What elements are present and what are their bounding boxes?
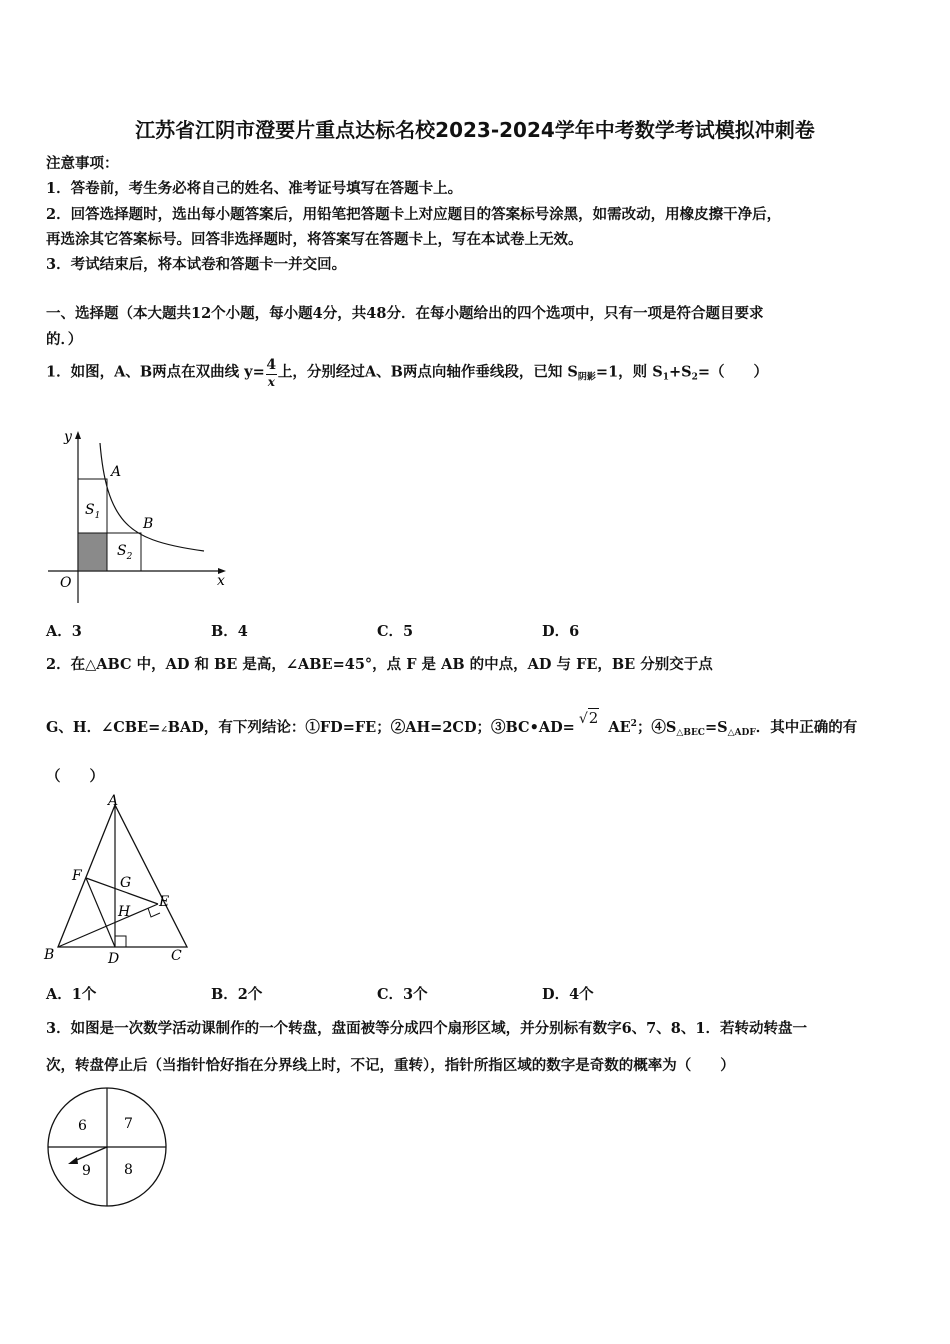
q1-label-x: x	[217, 573, 225, 589]
q1-label-s1	[85, 502, 100, 521]
q2-label-b: B	[44, 947, 55, 963]
q1-label-s2-s: S	[117, 543, 127, 559]
q1-mid2: =1，则 S	[595, 363, 663, 381]
q1-label-s1-sub: 1	[94, 511, 101, 521]
q2-sqrt	[579, 709, 599, 727]
q1-y-arrow	[75, 431, 81, 439]
q1-label-s2	[117, 543, 133, 562]
q2-label-h: H	[118, 904, 131, 920]
question-2-line2	[46, 709, 858, 738]
q2-option-a[interactable]: A．1个	[46, 986, 97, 1003]
q1-option-a[interactable]: A．3	[46, 623, 82, 640]
q1-frac-den: x	[267, 375, 275, 389]
notice-item-3: 3．考试结束后，将本试卷和答题卡一并交回。	[46, 256, 347, 273]
q2-option-d[interactable]: D．4个	[542, 986, 594, 1003]
q3-label-8: 8	[124, 1162, 133, 1178]
q2-l2e: =S	[704, 719, 728, 736]
q2-label-d: D	[108, 951, 120, 967]
q1-option-c[interactable]: C．5	[377, 623, 414, 640]
notice-item-2a: 2．回答选择题时，选出每小题答案后，用铅笔把答题卡上对应题目的答案标号涂黑，如需改动，用橡皮擦干净后，	[46, 206, 782, 223]
q1-label-s1-s: S	[85, 502, 95, 518]
q1-sub1: 1	[662, 372, 669, 383]
q1-hyperbola-curve	[100, 443, 204, 551]
q1-option-b[interactable]: B．4	[211, 623, 248, 640]
q1-sub2: 2	[691, 372, 698, 383]
q1-label-origin: O	[60, 575, 72, 591]
section-heading-line2: 的．）	[46, 331, 83, 348]
q3-label-6: 6	[78, 1118, 87, 1134]
q1-end: =（ ）	[697, 363, 768, 381]
q1-label-s2-sub: 2	[126, 552, 133, 562]
q3-spinner-figure	[42, 1084, 172, 1210]
q2-l2d: ；④S	[636, 719, 677, 736]
q1-hyperbola-figure	[40, 425, 235, 610]
q2-label-f: F	[72, 868, 82, 884]
q1-sub-shade: 阴影	[577, 372, 596, 383]
q1-mid: 上，分别经过A、B两点向轴作垂线段，已知 S	[277, 363, 578, 381]
q2-sqrt-num: 2	[588, 709, 599, 727]
q2-label-g: G	[120, 875, 132, 891]
q2-triangle-figure	[40, 792, 195, 967]
question-3-line2: 次，转盘停止后（当指针恰好指在分界线上时，不记，重转），指针所指区域的数字是奇数的概率为（ ）	[46, 1057, 735, 1074]
q2-l2a: G、H．∠CBE=	[46, 719, 161, 736]
q1-frac-num: 4	[266, 357, 277, 373]
q2-segment-fd	[86, 878, 115, 947]
question-1-stem	[46, 356, 768, 389]
q1-fraction	[266, 356, 277, 389]
q2-option-c[interactable]: C．3个	[377, 986, 428, 1003]
section-heading-line1: 一、选择题（本大题共12个小题，每小题4分，共48分．在每小题给出的四个选项中，只有一项是符合题目要求	[46, 305, 764, 322]
q2-l2f: ．其中正确的有	[755, 719, 858, 736]
q1-plus: +S	[668, 363, 692, 381]
notice-heading: 注意事项：	[46, 155, 119, 172]
q2-label-a: A	[108, 793, 119, 809]
q2-label-e: E	[159, 894, 170, 910]
q3-label-9: 9	[82, 1163, 91, 1179]
q2-right-angle-d	[115, 936, 126, 947]
q2-sub-adf: △ADF	[727, 728, 756, 738]
q2-l2b: BAD，有下列结论：①FD=FE；②AH=2CD；③BC•AD=	[167, 719, 575, 736]
q3-label-7: 7	[124, 1116, 133, 1132]
notice-item-1: 1．答卷前，考生务必将自己的姓名、准考证号填写在答题卡上。	[46, 180, 463, 197]
question-2-paren: （ ）	[46, 768, 104, 785]
notice-item-2b: 再选涂其它答案标号。回答非选择题时，将答案写在答题卡上，写在本试卷上无效。	[46, 231, 583, 248]
q2-angle: ∠	[160, 725, 168, 735]
q1-prefix: 1．如图，A、B两点在双曲线 y=	[46, 363, 265, 381]
q1-option-d[interactable]: D．6	[542, 623, 580, 640]
question-3-line1: 3．如图是一次数学活动课制作的一个转盘，盘面被等分成四个扇形区域，并分别标有数字6、7、8、1．若转动转盘一	[46, 1020, 807, 1037]
q2-l2c: AE	[603, 719, 631, 736]
q2-sqrt-sign: √	[578, 711, 588, 727]
q2-label-c: C	[171, 948, 182, 964]
q2-option-b[interactable]: B．2个	[211, 986, 263, 1003]
question-2-line1: 2．在△ABC 中，AD 和 BE 是高，∠ABE=45°，点 F 是 AB 的中点，AD 与 FE，BE 分别交于点	[46, 656, 713, 673]
q2-sub-bec: △BEC	[676, 728, 705, 738]
page-title: 江苏省江阴市澄要片重点达标名校2023-2024学年中考数学考试模拟冲刺卷	[135, 118, 815, 142]
q1-shaded-region	[78, 533, 107, 571]
q1-label-a: A	[111, 464, 122, 480]
q3-pointer-head	[68, 1157, 78, 1164]
q2-sq: 2	[630, 719, 637, 729]
q1-label-y: y	[64, 429, 72, 445]
q1-label-b: B	[143, 516, 154, 532]
